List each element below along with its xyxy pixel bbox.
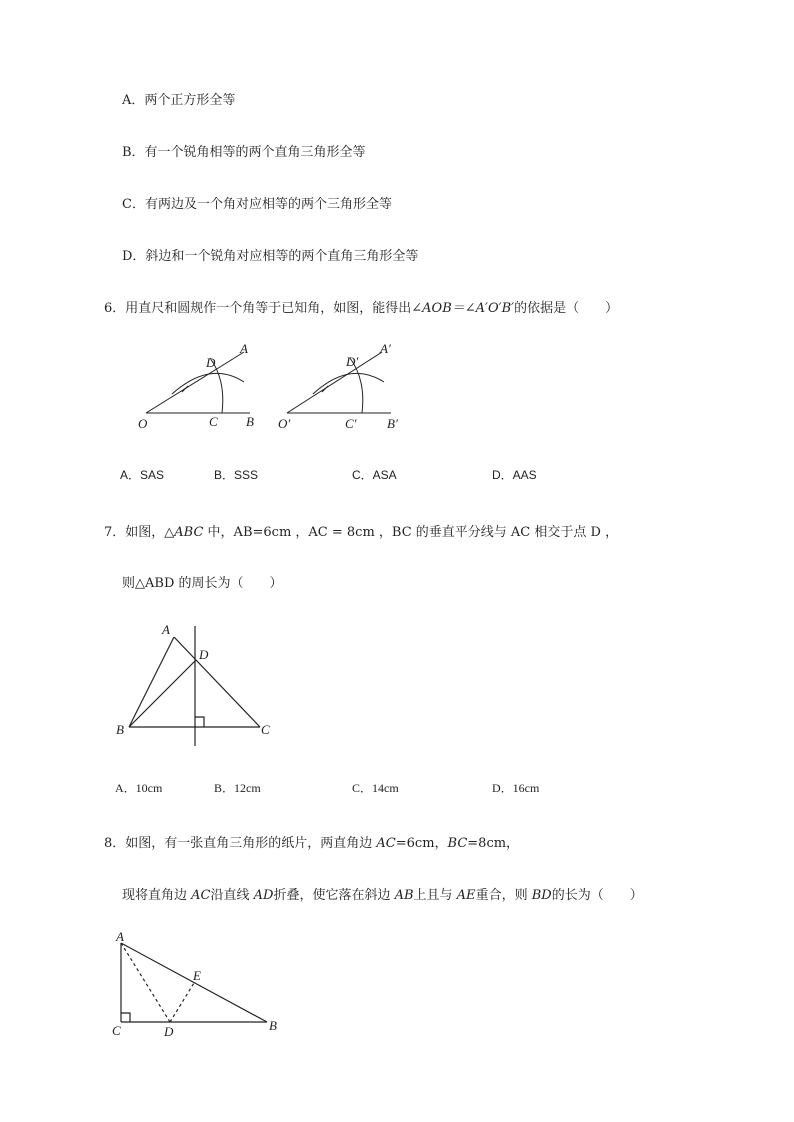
q6-label-o: O (138, 416, 148, 431)
q7-option-c: C．14cm (352, 781, 399, 795)
q8-eq1: =6cm， (395, 836, 448, 851)
q7-line2: 则△ABD 的周长为（ ） (122, 576, 283, 591)
q8-l2-ad: AD (253, 888, 274, 903)
q7-line1-abc: ABC (174, 525, 204, 540)
q7-label-d: D (199, 647, 209, 662)
q8-eq2: =8cm， (467, 836, 520, 851)
q6-option-b: B．SSS (214, 468, 259, 482)
q7-label-b: B (116, 722, 124, 737)
q6-left-angle (146, 352, 250, 413)
q8-l2-ae: AE (456, 888, 476, 903)
q5-option-b: B．有一个锐角相等的两个直角三角形全等 (122, 145, 366, 160)
q6-option-c: C．ASA (352, 468, 397, 482)
q8-line1-a: 8．如图，有一张直角三角形的纸片，两直角边 (104, 836, 377, 851)
q7-line1-b: 中，AB=6cm ，AC = 8cm ，BC 的垂直平分线与 AC 相交于点 D ， (203, 525, 619, 540)
q8-line2-b: 沿直线 (210, 888, 254, 903)
q8-line2-a: 现将直角边 (122, 888, 192, 903)
q6-label-o-prime: O′ (278, 416, 291, 431)
q7-option-a: A．10cm (115, 781, 163, 795)
q6-label-c-prime: C′ (345, 416, 357, 431)
q6-label-d: D (206, 355, 216, 370)
q6-stem-after: 的依据是（ ） (514, 301, 619, 316)
q6-right-angle (287, 352, 391, 413)
q6-label-b: B (246, 414, 254, 429)
q8-line2-f: 的长为（ ） (551, 888, 643, 903)
q6-formula: ∠AOB＝∠A′O′B′ (411, 301, 515, 316)
q5-option-a: A．两个正方形全等 (122, 93, 236, 108)
q6-label-c: C (209, 414, 218, 429)
q7-label-c: C (261, 722, 270, 737)
q8-line2-c: 折叠，使它落在斜边 (273, 888, 395, 903)
q7-label-a: A (162, 622, 170, 637)
q6-label-d-prime: D′ (346, 354, 359, 369)
q6-label-a: A (240, 341, 248, 356)
q7-option-d: D．16cm (492, 781, 540, 795)
q6-option-d: D．AAS (492, 468, 537, 482)
q5-option-d: D．斜边和一个锐角对应相等的两个直角三角形全等 (122, 249, 419, 264)
q6-label-a-prime: A′ (380, 341, 391, 356)
q6-option-a: A．SAS (120, 468, 165, 482)
q6-label-b-prime: B′ (387, 416, 398, 431)
q8-label-b: B (269, 1018, 277, 1033)
q8-label-c: C (112, 1023, 121, 1038)
q8-bc: BC (447, 836, 468, 851)
q8-l2-bd: BD (531, 888, 552, 903)
q8-label-a: A (116, 929, 124, 944)
q8-line2-d: 上且与 (413, 888, 457, 903)
q8-line2 (122, 884, 643, 903)
q5-option-c: C．有两边及一个角对应相等的两个三角形全等 (122, 197, 392, 212)
q6-stem-before: 6．用直尺和圆规作一个角等于已知角，如图，能得出 (104, 301, 412, 316)
q7-line1 (104, 521, 618, 540)
q8-line1 (104, 832, 519, 851)
q8-l2-ac: AC (191, 888, 211, 903)
q7-line1-a: 7．如图，△ (104, 525, 175, 540)
q8-ac: AC (376, 836, 396, 851)
q8-line2-e: 重合，则 (475, 888, 532, 903)
q8-l2-ab: AB (394, 888, 414, 903)
q6-stem (104, 297, 618, 316)
q8-label-d: D (164, 1024, 174, 1039)
q8-label-e: E (193, 968, 201, 983)
q7-option-b: B．12cm (214, 781, 261, 795)
